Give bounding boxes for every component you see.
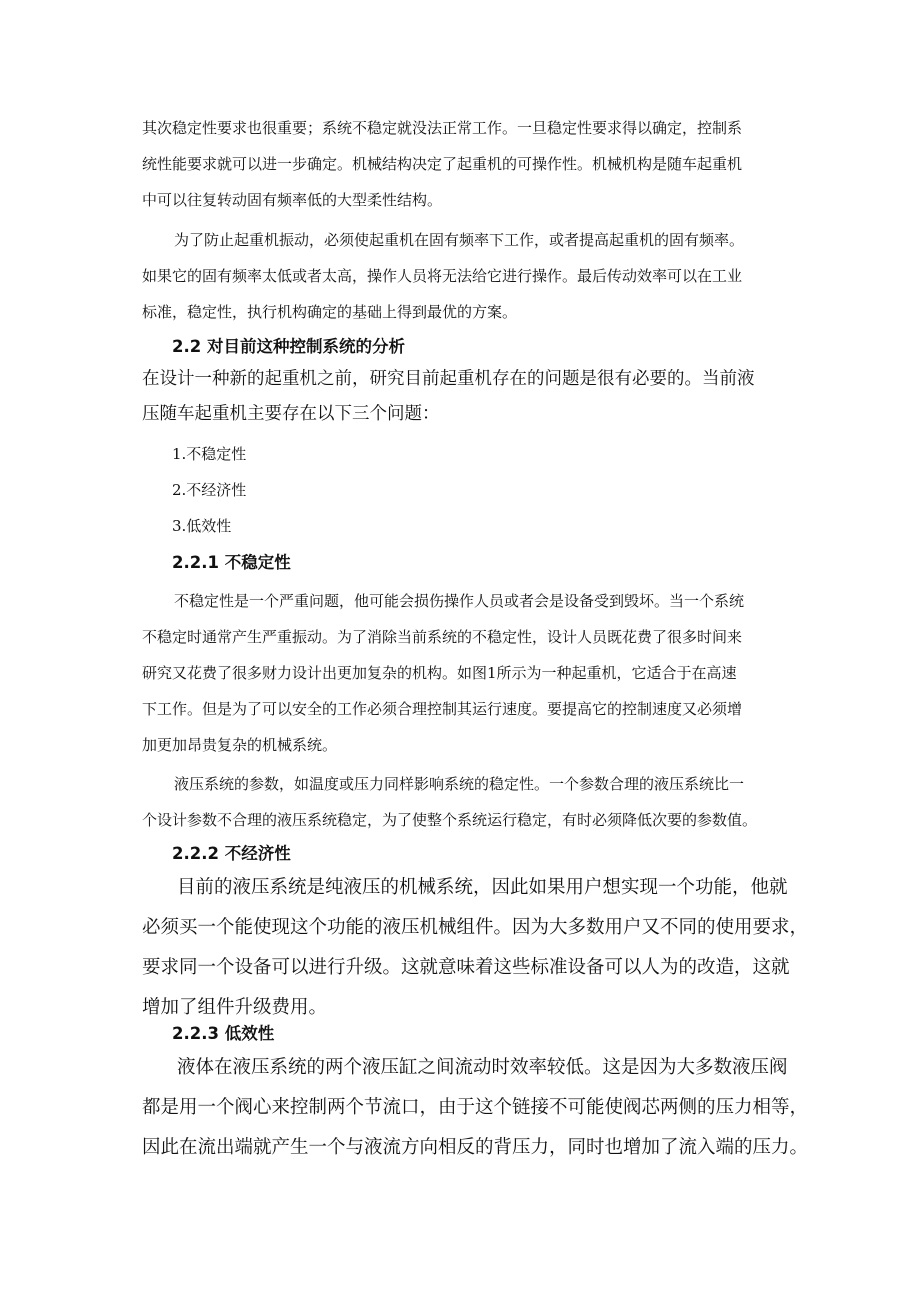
text-line: 目前的液压系统是纯液压的机械系统，因此如果用户想实现一个功能，他就 (177, 877, 788, 898)
text-line: 在设计一种新的起重机之前，研究目前起重机存在的问题是很有必要的。当前液 (142, 369, 755, 389)
heading-section-2-2-3: 2.2.3 低效性 (172, 1024, 275, 1043)
paragraph-instability (142, 583, 782, 763)
text-line: 不稳定时通常产生严重振动。为了消除当前系统的不稳定性，设计人员既花费了很多时间来 (142, 628, 743, 646)
text-line: 中可以往复转动固有频率低的大型柔性结构。 (142, 191, 443, 209)
text-line: 液压系统的参数，如温度或压力同样影响系统的稳定性。一个参数合理的液压系统比一 (174, 775, 745, 793)
paragraph-hydraulic-parameters (142, 766, 782, 838)
text-line: 下工作。但是为了可以安全的工作必须合理控制其运行速度。要提高它的控制速度又必须增 (142, 700, 743, 718)
heading-section-2-2: 2.2 对目前这种控制系统的分析 (172, 337, 405, 356)
text-line: 其次稳定性要求也很重要；系统不稳定就没法正常工作。一旦稳定性要求得以确定，控制系 (142, 119, 743, 137)
list-item: 3.低效性 (172, 517, 232, 535)
heading-section-2-2-1: 2.2.1 不稳定性 (172, 553, 291, 572)
paragraph-current-problems (142, 362, 782, 432)
text-line: 都是用一个阀心来控制两个节流口，由于这个链接不可能使阀芯两侧的压力相等， (142, 1097, 809, 1118)
text-line: 增加了组件升级费用。 (142, 997, 328, 1018)
heading-section-2-2-2: 2.2.2 不经济性 (172, 844, 291, 863)
text-line: 为了防止起重机振动，必须使起重机在固有频率下工作，或者提高起重机的固有频率。 (174, 231, 745, 249)
paragraph-low-efficiency (142, 1048, 809, 1168)
text-line: 要求同一个设备可以进行升级。这就意味着这些标准设备可以人为的改造，这就 (142, 957, 790, 978)
text-line: 标准，稳定性，执行机构确定的基础上得到最优的方案。 (142, 303, 518, 321)
list-item: 2.不经济性 (172, 481, 247, 499)
paragraph-uneconomical (142, 868, 809, 1028)
text-line: 不稳定性是一个严重问题，他可能会损伤操作人员或者会是设备受到毁坏。当一个系统 (174, 592, 745, 610)
text-line: 如果它的固有频率太低或者太高，操作人员将无法给它进行操作。最后传动效率可以在工业 (142, 267, 743, 285)
text-line: 必须买一个能使现这个功能的液压机械组件。因为大多数用户又不同的使用要求， (142, 917, 809, 938)
text-line: 统性能要求就可以进一步确定。机械结构决定了起重机的可操作性。机械机构是随车起重机 (142, 155, 743, 173)
list-item: 1.不稳定性 (172, 445, 247, 463)
paragraph-vibration (142, 222, 782, 330)
text-line: 个设计参数不合理的液压系统稳定，为了使整个系统运行稳定，有时必须降低次要的参数值。 (142, 811, 758, 829)
text-line: 压随车起重机主要存在以下三个问题： (142, 404, 440, 424)
paragraph-stability-requirement (142, 110, 782, 218)
text-line: 因此在流出端就产生一个与液流方向相反的背压力，同时也增加了流入端的压力。 (142, 1137, 809, 1158)
text-line: 液体在液压系统的两个液压缸之间流动时效率较低。这是因为大多数液压阀 (177, 1057, 788, 1078)
text-line: 研究又花费了很多财力设计出更加复杂的机构。如图1所示为一种起重机，它适合于在高速 (142, 664, 737, 682)
text-line: 加更加昂贵复杂的机械系统。 (142, 736, 338, 754)
